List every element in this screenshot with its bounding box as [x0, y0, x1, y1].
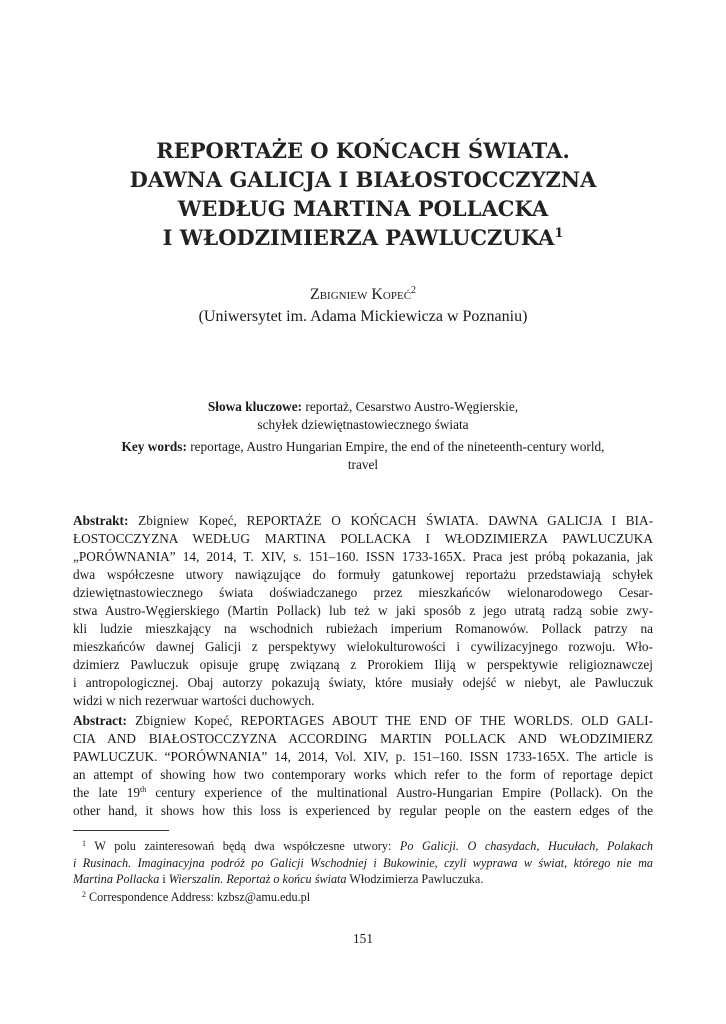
keywords-pl-label: Słowa kluczowe: — [207, 399, 303, 414]
title-line: REPORTAŻE O KOŃCACH ŚWIATA. — [156, 138, 570, 163]
correspondence-address: Correspondence Address: kzbsz@amu.edu.pl — [89, 890, 311, 904]
page-number: 151 — [353, 931, 373, 946]
title-line: DAWNA GALICJA I BIAŁOSTOCCZYZNA — [129, 167, 597, 192]
abstrakt-label: Abstrakt: — [73, 513, 129, 528]
author-line — [80, 284, 646, 306]
footnote-number: 2 — [82, 890, 86, 899]
article-title — [80, 136, 646, 252]
footnote-2 — [73, 889, 653, 906]
keywords-polish: Słowa kluczowe: reportaż, Cesarstwo Austro-Węgierskie, schyłek dziewiętnastowiecznego świata — [207, 399, 519, 432]
author-name: Zbigniew Kopeć — [309, 286, 412, 303]
footnote-separator — [73, 830, 169, 831]
author-footnote-ref[interactable]: 2 — [411, 285, 417, 296]
footnote-1: $^1$ W polu zainteresowań będą dwa współczesne utwory: Po Galicji. O chasydach, Hucułach, Polakach i Rusinach. Imaginacyjna podróż po Galicji Wschodniej i Bukowinie, czyli wyprawa w świat, którego nie ma Martina Pollacka i Wierszalin. Reportaż o końcu świata Włodzimierza Pawluczuka. — [73, 839, 653, 886]
title-line: I WŁODZIMIERZA PAWLUCZUKA$^1$ — [162, 225, 564, 250]
abstract-label: Abstract: — [73, 713, 127, 728]
abstract-english: Abstract: Zbigniew Kopeć, REPORTAGES ABOUT THE END OF THE WORLDS. OLD GALI- CIA AND BIAŁOSTOCCZYZNA ACCORDING MARTIN POLLACK AND WŁODZIMIERZ PAWLUCZUK. “PORÓWNANIA” 14, 2014, Vol. XIV, p. 151–160. ISSN 1733-165X. The article is an attempt of showing how two contemporary works which refer to the form of reportage depict the late 19th century experience of the multinational Austro-Hungarian Empire (Pollack). On the other hand, it shows how this loss is experienced by regular people on the eastern edges of the — [73, 713, 654, 818]
title-footnote-ref[interactable]: 1 — [554, 226, 564, 241]
author-affiliation: (Uniwersytet im. Adama Mickiewicza w Poznaniu) — [198, 308, 528, 325]
keywords-english: Key words: reportage, Austro Hungarian Empire, the end of the nineteenth-century world, travel — [121, 439, 605, 472]
title-line: WEDŁUG MARTINA POLLACKA — [177, 196, 549, 221]
keywords-en-label: Key words: — [121, 439, 187, 454]
footnote-number: 1 — [82, 839, 86, 848]
abstract-polish: Abstrakt: Zbigniew Kopeć, REPORTAŻE O KOŃCACH ŚWIATA. DAWNA GALICJA I BIA- ŁOSTOCCZYZNA WEDŁUG MARTINA POLLACKA I WŁODZIMIERZA PAWLUCZUKA „PORÓWNANIA” 14, 2014, T. XIV, s. 151–160. ISSN 1733-165X. Praca jest próbą pokazania, jak dwa współczesne utwory nawiązujące do formuły gatunkowej reportażu przedstawiają schyłek dziewiętnastowiecznego świata doświadczanego przez mieszkańców wielonarodowego Cesar- stwa Austro-Węgierskiego (Martin Pollack) lub też w jaki sposób z jego utratą radzą sobie zwy- kli ludzie mieszkający na wschodnich rubieżach imperium Romanowów. Pollack patrzy na mieszkańców dawnej Galicji z perspektywy wielokulturowości i cywilizacyjnego rozwoju. Wło- dzimierz Pawluczuk opisuje grupę związaną z Prorokiem Iliją w perspektywie religioznawczej i antropologicznej. Obaj autorzy pokazują światy, które musiały odejść w niebyt, ale Pawluczuk widzi w nich rezerwuar wartości duchowych. — [73, 513, 654, 708]
